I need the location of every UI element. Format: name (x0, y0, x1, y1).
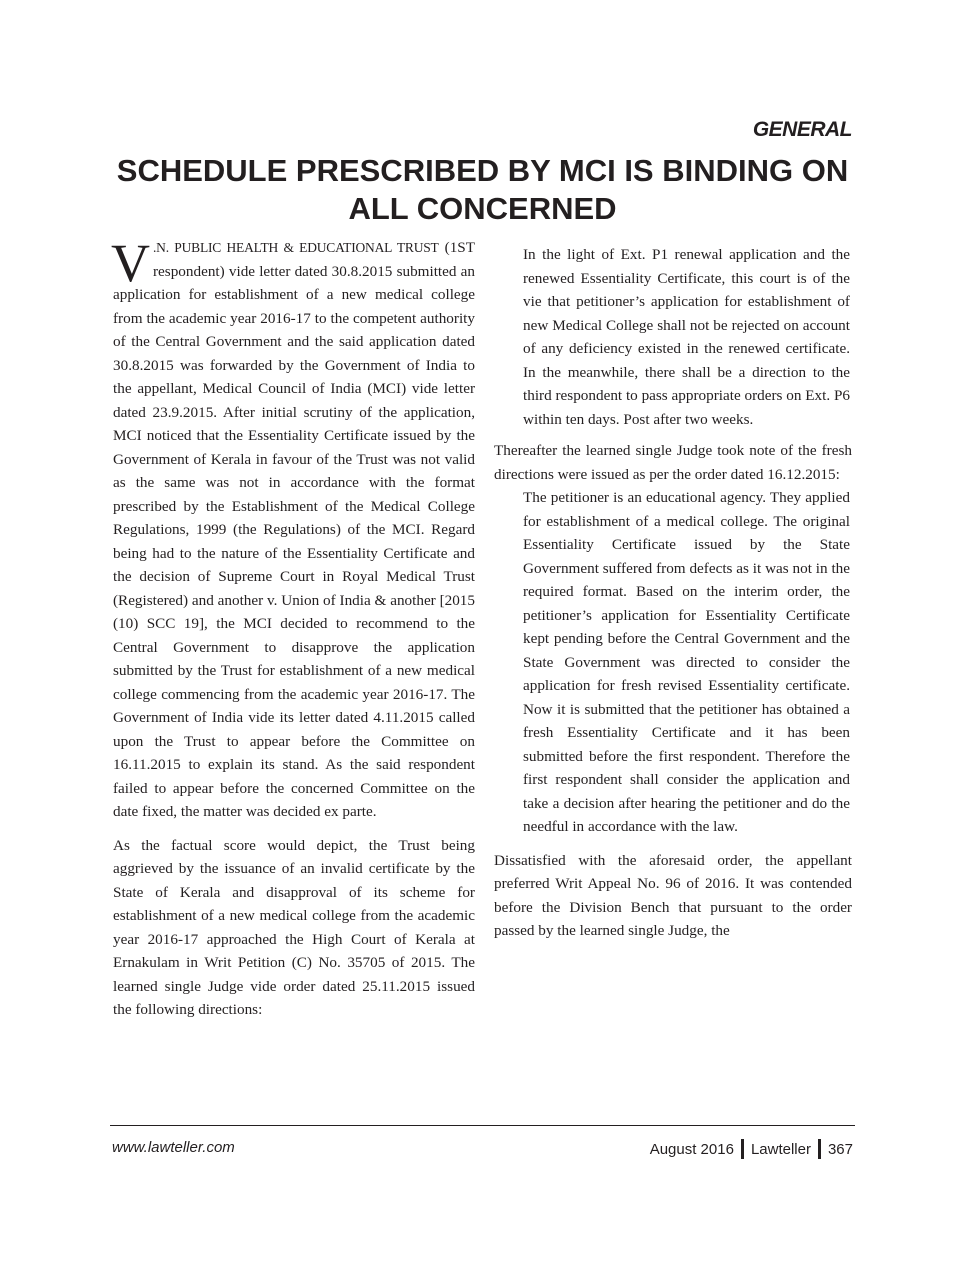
footer-publication: Lawteller (750, 1140, 811, 1158)
page-number: 367 (827, 1140, 853, 1158)
block-quote (494, 243, 852, 431)
footer-issue: August 2016 (649, 1140, 734, 1158)
footer-info (650, 1139, 853, 1159)
block-quote (494, 486, 852, 839)
section-label: GENERAL (752, 118, 852, 141)
footer-divider (741, 1139, 744, 1159)
block-quote-text: The petitioner is an educational agency. They applied for establishment of a medical college. The original Essentiality Certificate issued by the State Government suffered from defects as it was not in the required format. Based on the interim order, the petitioner’s application for Essentiality Certificate kept pending before the Central Government and the State Government was directed to consider the application for fresh revised Essentiality certificate. Now it is submitted that the petitioner has obtained a fresh Essentiality Certificate and it has been submitted before the first respondent. Therefore the first respondent shall consider the application and take a decision after hearing the petitioner and do the needful in accordance with the law. (523, 489, 850, 835)
body-paragraph: As the factual score would depict, the Trust being aggrieved by the issuance of an invalid certificate by the State of Kerala and disapproval of its scheme for establishment of a new medical college from the academic year 2016-17 approached the High Court of Kerala at Ernakulam in Writ Petition (C) No. 35705 of 2015. The learned single Judge vide order dated 25.11.2015 issued the following directions: (113, 836, 475, 1018)
intro-paragraph-text: (1ST respondent) vide letter dated 30.8.2015 submitted an application for establishment of a new medical college from the academic year 2016-17 to the competent authority of the Central Government and the said application dated 30.8.2015 was forwarded by the Government of India to the appellant, Medical Council of India (MCI) vide letter dated 23.9.2015. After initial scrutiny of the application, MCI noticed that the Essentiality Certificate issued by the Government of Kerala in favour of the Trust was not valid as the same was not in accordance with the format prescribed by the Establishment of the Medical College Regulations, 1999 (the Regulations) of the MCI. Regard being had to the nature of the Essentiality Certificate and the decision of Supreme Court in Royal Medical Trust (Registered) and another v. Union of India & another [2015 (10) SCC 19], the MCI decided to recommend to the Central Government to disapprove the application submitted by the Trust for establishment of a new medical college commencing from the academic year 2016-17. The Government of India vide its letter dated 4.11.2015 called upon the Trust to appear before the Committee on 16.11.2015 to explain its stand. As the said respondent failed to appear before the concerned Committee on the date fixed, the matter was decided ex parte. (113, 239, 476, 820)
lead-text: .N. PUBLIC HEALTH & EDUCATIONAL TRUST (153, 240, 439, 255)
intro-paragraph (111, 233, 476, 824)
body-paragraph: Dissatisfied with the aforesaid order, the appellant preferred Writ Appeal No. 96 of 2016. It was contended before the Division Bench that pursuant to the order passed by the learned single Judge, the (494, 851, 852, 939)
footer-divider (818, 1139, 821, 1159)
body-paragraph: Thereafter the learned single Judge took note of the fresh directions were issued as per the order dated 16.12.2015: (494, 442, 852, 483)
right-column (494, 243, 852, 943)
drop-cap: V (111, 233, 150, 293)
footer-website[interactable]: www.lawteller.com (112, 1139, 235, 1156)
footer-rule (110, 1125, 855, 1126)
article-title: SCHEDULE PRESCRIBED BY MCI IS BINDING ON ALL CONCERNED (116, 153, 849, 226)
left-column (111, 233, 476, 1022)
block-quote-text: In the light of Ext. P1 renewal application and the renewed Essentiality Certificate, this court is of the vie that petitioner’s application for establishment of new Medical College shall not be rejected on account of any deficiency existed in the renewed certificate. In the meanwhile, there shall be a direction to the third respondent to pass appropriate orders on Ext. P6 within ten days. Post after two weeks. (523, 246, 850, 428)
